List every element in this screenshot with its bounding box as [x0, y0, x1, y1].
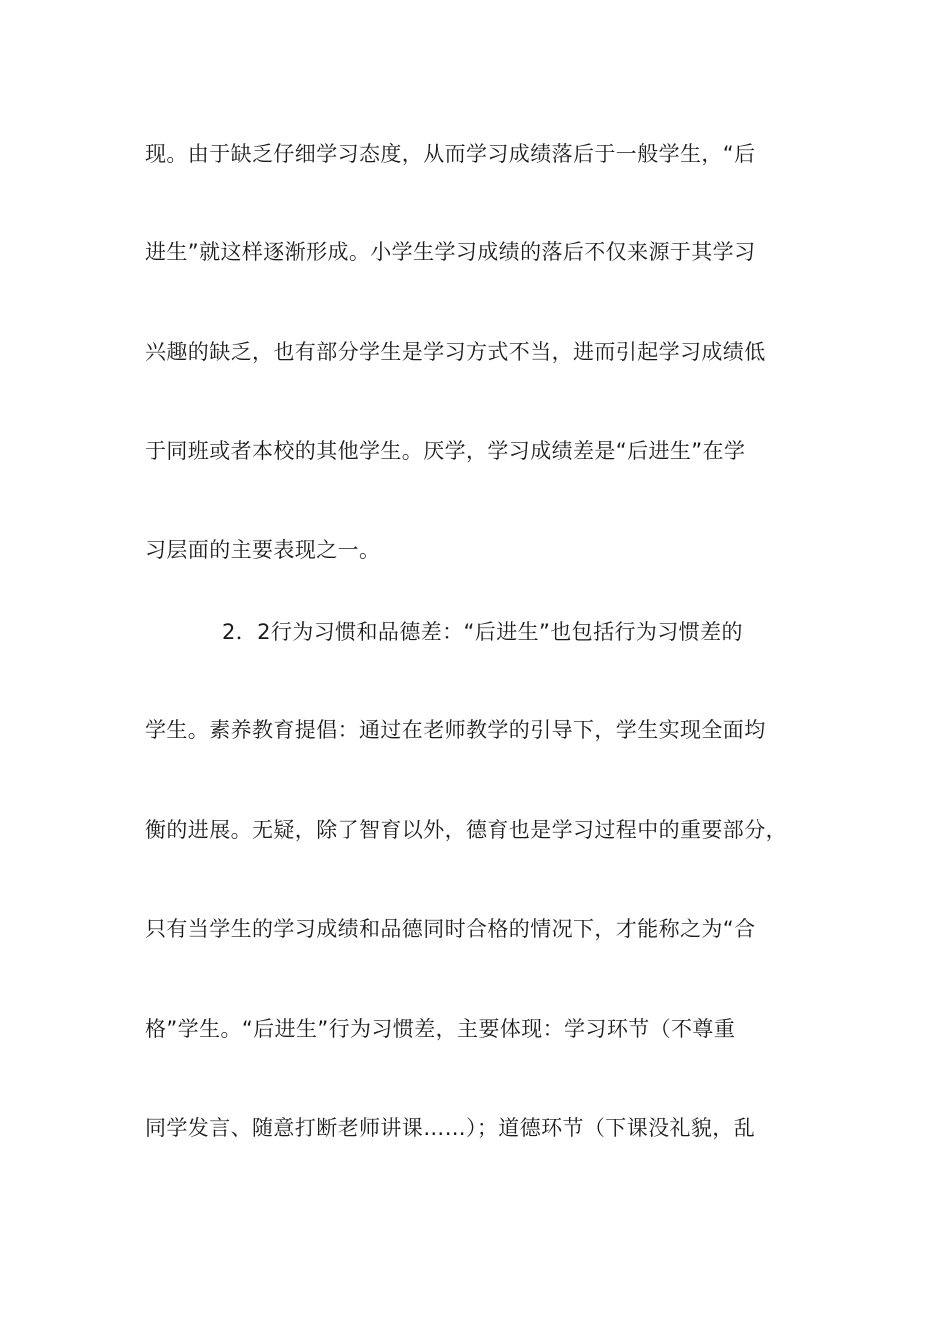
paragraph-line: 于同班或者本校的其他学生。厌学，学习成绩差是“后进生”在学	[145, 439, 746, 463]
paragraph-line: 只有当学生的学习成绩和品德同时合格的情况下，才能称之为“合	[145, 917, 756, 941]
paragraph-line: 兴趣的缺乏，也有部分学生是学习方式不当，进而引起学习成绩低	[145, 340, 766, 364]
section-heading-line: 2．2行为习惯和品德差：“后进生”也包括行为习惯差的	[222, 620, 743, 644]
paragraph-line: 现。由于缺乏仔细学习态度，从而学习成绩落后于一般学生，“后	[145, 142, 756, 166]
paragraph-line: 衡的进展。无疑，除了智育以外，德育也是学习过程中的重要部分，	[145, 818, 787, 842]
paragraph-line: 习层面的主要表现之一。	[145, 538, 381, 562]
paragraph-line: 同学发言、随意打断老师讲课……）；道德环节（下课没礼貌，乱	[145, 1116, 756, 1140]
paragraph-line: 学生。素养教育提倡：通过在老师教学的引导下，学生实现全面均	[145, 718, 766, 742]
paragraph-line: 进生”就这样逐渐形成。小学生学习成绩的落后不仅来源于其学习	[145, 240, 756, 264]
paragraph-line: 格”学生。“后进生”行为习惯差，主要体现：学习环节（不尊重	[145, 1017, 736, 1041]
